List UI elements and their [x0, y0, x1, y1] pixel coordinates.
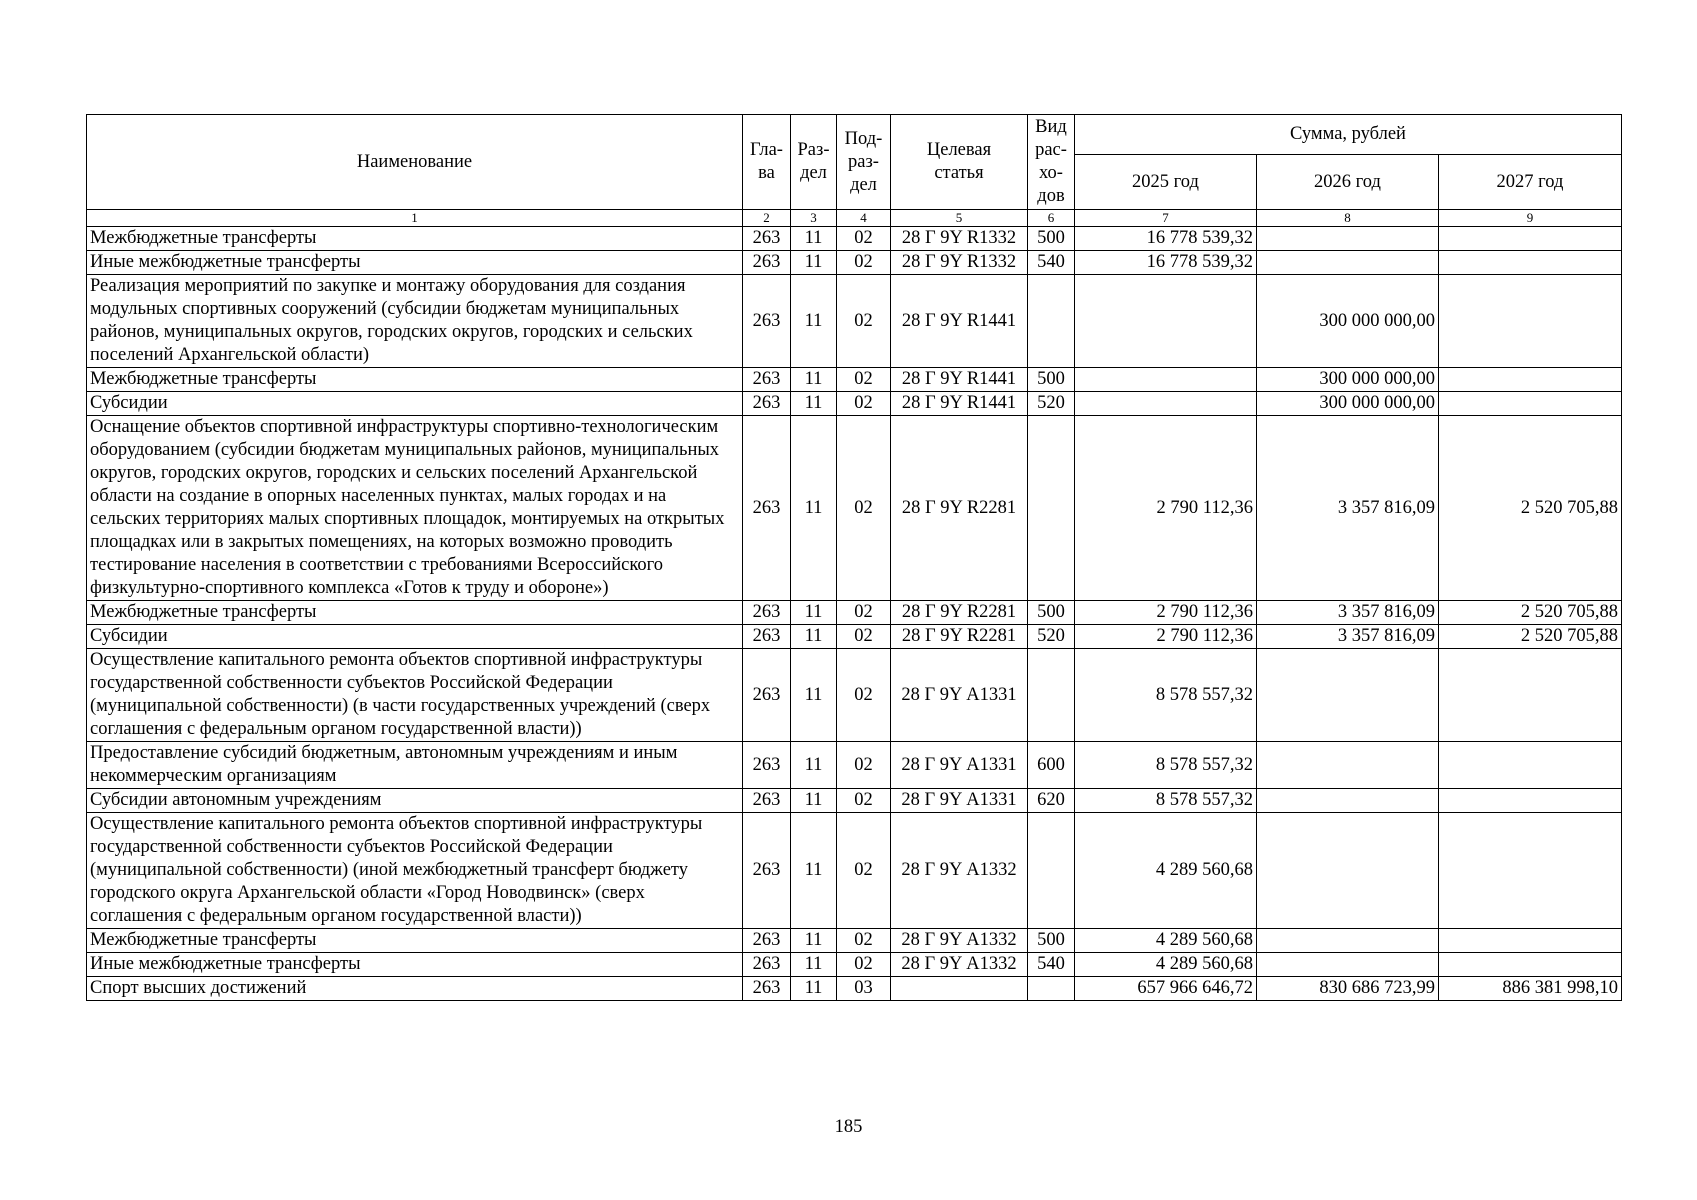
- row-vid-cell: 520: [1028, 392, 1075, 416]
- column-number: 5: [891, 210, 1028, 227]
- row-name-cell: Субсидии: [87, 392, 743, 416]
- row-sum-2027-cell: 2 520 705,88: [1439, 625, 1622, 649]
- row-razdel-cell: 11: [791, 649, 837, 742]
- row-razdel-cell: 11: [791, 977, 837, 1001]
- row-vid-cell: [1028, 977, 1075, 1001]
- row-sum-2027-cell: [1439, 649, 1622, 742]
- column-number: 8: [1257, 210, 1439, 227]
- table-row: [87, 742, 1622, 789]
- row-razdel-cell: 11: [791, 275, 837, 368]
- row-glava-cell: 263: [743, 227, 791, 251]
- row-sum-2027-cell: [1439, 275, 1622, 368]
- row-name-cell: Субсидии: [87, 625, 743, 649]
- row-target-cell: 28 Г 9Y R1332: [891, 251, 1028, 275]
- row-glava-cell: 263: [743, 625, 791, 649]
- row-vid-cell: 520: [1028, 625, 1075, 649]
- header-razdel: Раз- дел: [791, 115, 837, 210]
- column-number: 4: [837, 210, 891, 227]
- row-podrazdel-cell: 02: [837, 227, 891, 251]
- row-sum-2027-cell: [1439, 251, 1622, 275]
- header-glava: Гла- ва: [743, 115, 791, 210]
- table-row: [87, 789, 1622, 813]
- table-row: [87, 251, 1622, 275]
- column-number: 7: [1075, 210, 1257, 227]
- row-podrazdel-cell: 02: [837, 601, 891, 625]
- row-target-cell: 28 Г 9Y А1332: [891, 953, 1028, 977]
- row-sum-2027-cell: 2 520 705,88: [1439, 416, 1622, 601]
- row-sum-2025-cell: 2 790 112,36: [1075, 625, 1257, 649]
- row-razdel-cell: 11: [791, 251, 837, 275]
- row-name-cell: Иные межбюджетные трансферты: [87, 953, 743, 977]
- row-name-cell: Предоставление субсидий бюджетным, автономным учреждениям и иным некоммерческим организациям: [87, 742, 743, 789]
- header-podrazdel: Под- раз- дел: [837, 115, 891, 210]
- row-sum-2026-cell: [1257, 789, 1439, 813]
- table-row: [87, 953, 1622, 977]
- row-razdel-cell: 11: [791, 392, 837, 416]
- row-sum-2027-cell: [1439, 953, 1622, 977]
- table-row: [87, 392, 1622, 416]
- row-razdel-cell: 11: [791, 625, 837, 649]
- row-sum-2026-cell: [1257, 953, 1439, 977]
- row-sum-2025-cell: [1075, 392, 1257, 416]
- row-razdel-cell: 11: [791, 227, 837, 251]
- row-sum-2025-cell: 4 289 560,68: [1075, 953, 1257, 977]
- row-sum-2026-cell: [1257, 251, 1439, 275]
- row-podrazdel-cell: 02: [837, 368, 891, 392]
- row-sum-2026-cell: [1257, 813, 1439, 929]
- row-target-cell: 28 Г 9Y А1331: [891, 742, 1028, 789]
- column-number: 6: [1028, 210, 1075, 227]
- header-year-2026: 2026 год: [1257, 155, 1439, 210]
- row-name-cell: Межбюджетные трансферты: [87, 368, 743, 392]
- row-name-cell: Реализация мероприятий по закупке и монтажу оборудования для создания модульных спортивных сооружений (субсидии бюджетам муниципальных районов, муниципальных округов, городских округов, городских и сельских поселений Архангельской области): [87, 275, 743, 368]
- row-podrazdel-cell: 02: [837, 275, 891, 368]
- row-sum-2026-cell: [1257, 227, 1439, 251]
- row-vid-cell: [1028, 813, 1075, 929]
- header-year-2025: 2025 год: [1075, 155, 1257, 210]
- row-razdel-cell: 11: [791, 813, 837, 929]
- row-podrazdel-cell: 02: [837, 649, 891, 742]
- table-row: [87, 649, 1622, 742]
- row-sum-2027-cell: [1439, 227, 1622, 251]
- table-row: [87, 625, 1622, 649]
- row-glava-cell: 263: [743, 601, 791, 625]
- row-sum-2026-cell: 300 000 000,00: [1257, 392, 1439, 416]
- row-vid-cell: 620: [1028, 789, 1075, 813]
- row-podrazdel-cell: 02: [837, 251, 891, 275]
- row-target-cell: 28 Г 9Y R1441: [891, 275, 1028, 368]
- row-sum-2027-cell: [1439, 813, 1622, 929]
- row-vid-cell: 500: [1028, 227, 1075, 251]
- row-glava-cell: 263: [743, 649, 791, 742]
- row-target-cell: 28 Г 9Y R2281: [891, 416, 1028, 601]
- row-vid-cell: 540: [1028, 251, 1075, 275]
- table-row: [87, 227, 1622, 251]
- row-glava-cell: 263: [743, 368, 791, 392]
- row-podrazdel-cell: 02: [837, 416, 891, 601]
- row-sum-2027-cell: [1439, 789, 1622, 813]
- row-target-cell: 28 Г 9Y А1332: [891, 813, 1028, 929]
- budget-table: [86, 114, 1622, 1001]
- row-sum-2025-cell: [1075, 368, 1257, 392]
- row-podrazdel-cell: 02: [837, 392, 891, 416]
- header-target: Целевая статья: [891, 115, 1028, 210]
- table-row: [87, 977, 1622, 1001]
- row-glava-cell: 263: [743, 929, 791, 953]
- row-name-cell: Межбюджетные трансферты: [87, 227, 743, 251]
- table-row: [87, 275, 1622, 368]
- row-vid-cell: 500: [1028, 601, 1075, 625]
- header-name: Наименование: [87, 115, 743, 210]
- row-vid-cell: 500: [1028, 929, 1075, 953]
- row-sum-2027-cell: 2 520 705,88: [1439, 601, 1622, 625]
- row-razdel-cell: 11: [791, 929, 837, 953]
- row-name-cell: Субсидии автономным учреждениям: [87, 789, 743, 813]
- row-glava-cell: 263: [743, 416, 791, 601]
- row-sum-2027-cell: [1439, 929, 1622, 953]
- row-sum-2026-cell: [1257, 742, 1439, 789]
- row-sum-2026-cell: 300 000 000,00: [1257, 368, 1439, 392]
- row-sum-2026-cell: 300 000 000,00: [1257, 275, 1439, 368]
- row-glava-cell: 263: [743, 275, 791, 368]
- row-sum-2026-cell: 3 357 816,09: [1257, 416, 1439, 601]
- row-sum-2025-cell: [1075, 275, 1257, 368]
- row-razdel-cell: 11: [791, 789, 837, 813]
- row-target-cell: 28 Г 9Y А1332: [891, 929, 1028, 953]
- row-name-cell: Осуществление капитального ремонта объектов спортивной инфраструктуры государственной собственности субъектов Российской Федерации (муниципальной собственности) (в части государственных учреждений (сверх соглашения с федеральным органом государственной власти)): [87, 649, 743, 742]
- row-razdel-cell: 11: [791, 742, 837, 789]
- row-vid-cell: [1028, 275, 1075, 368]
- table-row: [87, 416, 1622, 601]
- column-number: 3: [791, 210, 837, 227]
- header-year-2027: 2027 год: [1439, 155, 1622, 210]
- row-podrazdel-cell: 02: [837, 742, 891, 789]
- page-number: 185: [834, 1117, 863, 1137]
- row-target-cell: 28 Г 9Y R1332: [891, 227, 1028, 251]
- row-glava-cell: 263: [743, 813, 791, 929]
- row-name-cell: Иные межбюджетные трансферты: [87, 251, 743, 275]
- row-sum-2025-cell: 8 578 557,32: [1075, 789, 1257, 813]
- row-razdel-cell: 11: [791, 368, 837, 392]
- row-glava-cell: 263: [743, 789, 791, 813]
- row-target-cell: [891, 977, 1028, 1001]
- row-sum-2026-cell: 830 686 723,99: [1257, 977, 1439, 1001]
- row-podrazdel-cell: 02: [837, 813, 891, 929]
- row-vid-cell: 540: [1028, 953, 1075, 977]
- row-sum-2025-cell: 2 790 112,36: [1075, 416, 1257, 601]
- row-sum-2026-cell: 3 357 816,09: [1257, 625, 1439, 649]
- row-podrazdel-cell: 03: [837, 977, 891, 1001]
- row-target-cell: 28 Г 9Y R1441: [891, 368, 1028, 392]
- row-glava-cell: 263: [743, 251, 791, 275]
- row-razdel-cell: 11: [791, 416, 837, 601]
- table-body: [87, 227, 1622, 1001]
- row-name-cell: Межбюджетные трансферты: [87, 929, 743, 953]
- row-sum-2025-cell: 4 289 560,68: [1075, 929, 1257, 953]
- row-sum-2025-cell: 657 966 646,72: [1075, 977, 1257, 1001]
- column-number: 9: [1439, 210, 1622, 227]
- table-row: [87, 368, 1622, 392]
- row-target-cell: 28 Г 9Y R2281: [891, 625, 1028, 649]
- row-glava-cell: 263: [743, 742, 791, 789]
- row-vid-cell: 500: [1028, 368, 1075, 392]
- table-row: [87, 813, 1622, 929]
- row-sum-2027-cell: 886 381 998,10: [1439, 977, 1622, 1001]
- row-sum-2027-cell: [1439, 368, 1622, 392]
- row-podrazdel-cell: 02: [837, 953, 891, 977]
- row-podrazdel-cell: 02: [837, 929, 891, 953]
- row-name-cell: Оснащение объектов спортивной инфраструктуры спортивно-технологическим оборудованием (субсидии бюджетам муниципальных районов, муниципальных округов, городских округов, городских и сельских поселений Архангельской области на создание в опорных населенных пунктах, малых городах и на сельских территориях малых спортивных площадок, монтируемых на открытых площадках или в закрытых помещениях, на которых возможно проводить тестирование населения в соответствии с требованиями Всероссийского физкультурно-спортивного комплекса «Готов к труду и обороне»): [87, 416, 743, 601]
- table-row: [87, 929, 1622, 953]
- row-vid-cell: [1028, 416, 1075, 601]
- row-target-cell: 28 Г 9Y R1441: [891, 392, 1028, 416]
- header-vid: Вид рас- хо- дов: [1028, 115, 1075, 210]
- table-row: [87, 601, 1622, 625]
- row-sum-2025-cell: 8 578 557,32: [1075, 649, 1257, 742]
- row-glava-cell: 263: [743, 953, 791, 977]
- row-sum-2026-cell: [1257, 929, 1439, 953]
- row-sum-2026-cell: 3 357 816,09: [1257, 601, 1439, 625]
- row-target-cell: 28 Г 9Y А1331: [891, 649, 1028, 742]
- row-podrazdel-cell: 02: [837, 789, 891, 813]
- row-podrazdel-cell: 02: [837, 625, 891, 649]
- header-sum-group: Сумма, рублей: [1075, 115, 1622, 155]
- column-number: 2: [743, 210, 791, 227]
- row-target-cell: 28 Г 9Y R2281: [891, 601, 1028, 625]
- row-name-cell: Межбюджетные трансферты: [87, 601, 743, 625]
- row-sum-2027-cell: [1439, 392, 1622, 416]
- row-sum-2025-cell: 16 778 539,32: [1075, 251, 1257, 275]
- row-razdel-cell: 11: [791, 601, 837, 625]
- row-razdel-cell: 11: [791, 953, 837, 977]
- row-sum-2025-cell: 2 790 112,36: [1075, 601, 1257, 625]
- row-name-cell: Осуществление капитального ремонта объектов спортивной инфраструктуры государственной собственности субъектов Российской Федерации (муниципальной собственности) (иной межбюджетный трансферт бюджету городского округа Архангельской области «Город Новодвинск» (сверх соглашения с федеральным органом государственной власти)): [87, 813, 743, 929]
- row-target-cell: 28 Г 9Y А1331: [891, 789, 1028, 813]
- row-sum-2025-cell: 4 289 560,68: [1075, 813, 1257, 929]
- column-number: 1: [87, 210, 743, 227]
- row-sum-2026-cell: [1257, 649, 1439, 742]
- row-name-cell: Спорт высших достижений: [87, 977, 743, 1001]
- row-sum-2027-cell: [1439, 742, 1622, 789]
- row-vid-cell: [1028, 649, 1075, 742]
- row-vid-cell: 600: [1028, 742, 1075, 789]
- row-glava-cell: 263: [743, 392, 791, 416]
- row-sum-2025-cell: 16 778 539,32: [1075, 227, 1257, 251]
- row-glava-cell: 263: [743, 977, 791, 1001]
- row-sum-2025-cell: 8 578 557,32: [1075, 742, 1257, 789]
